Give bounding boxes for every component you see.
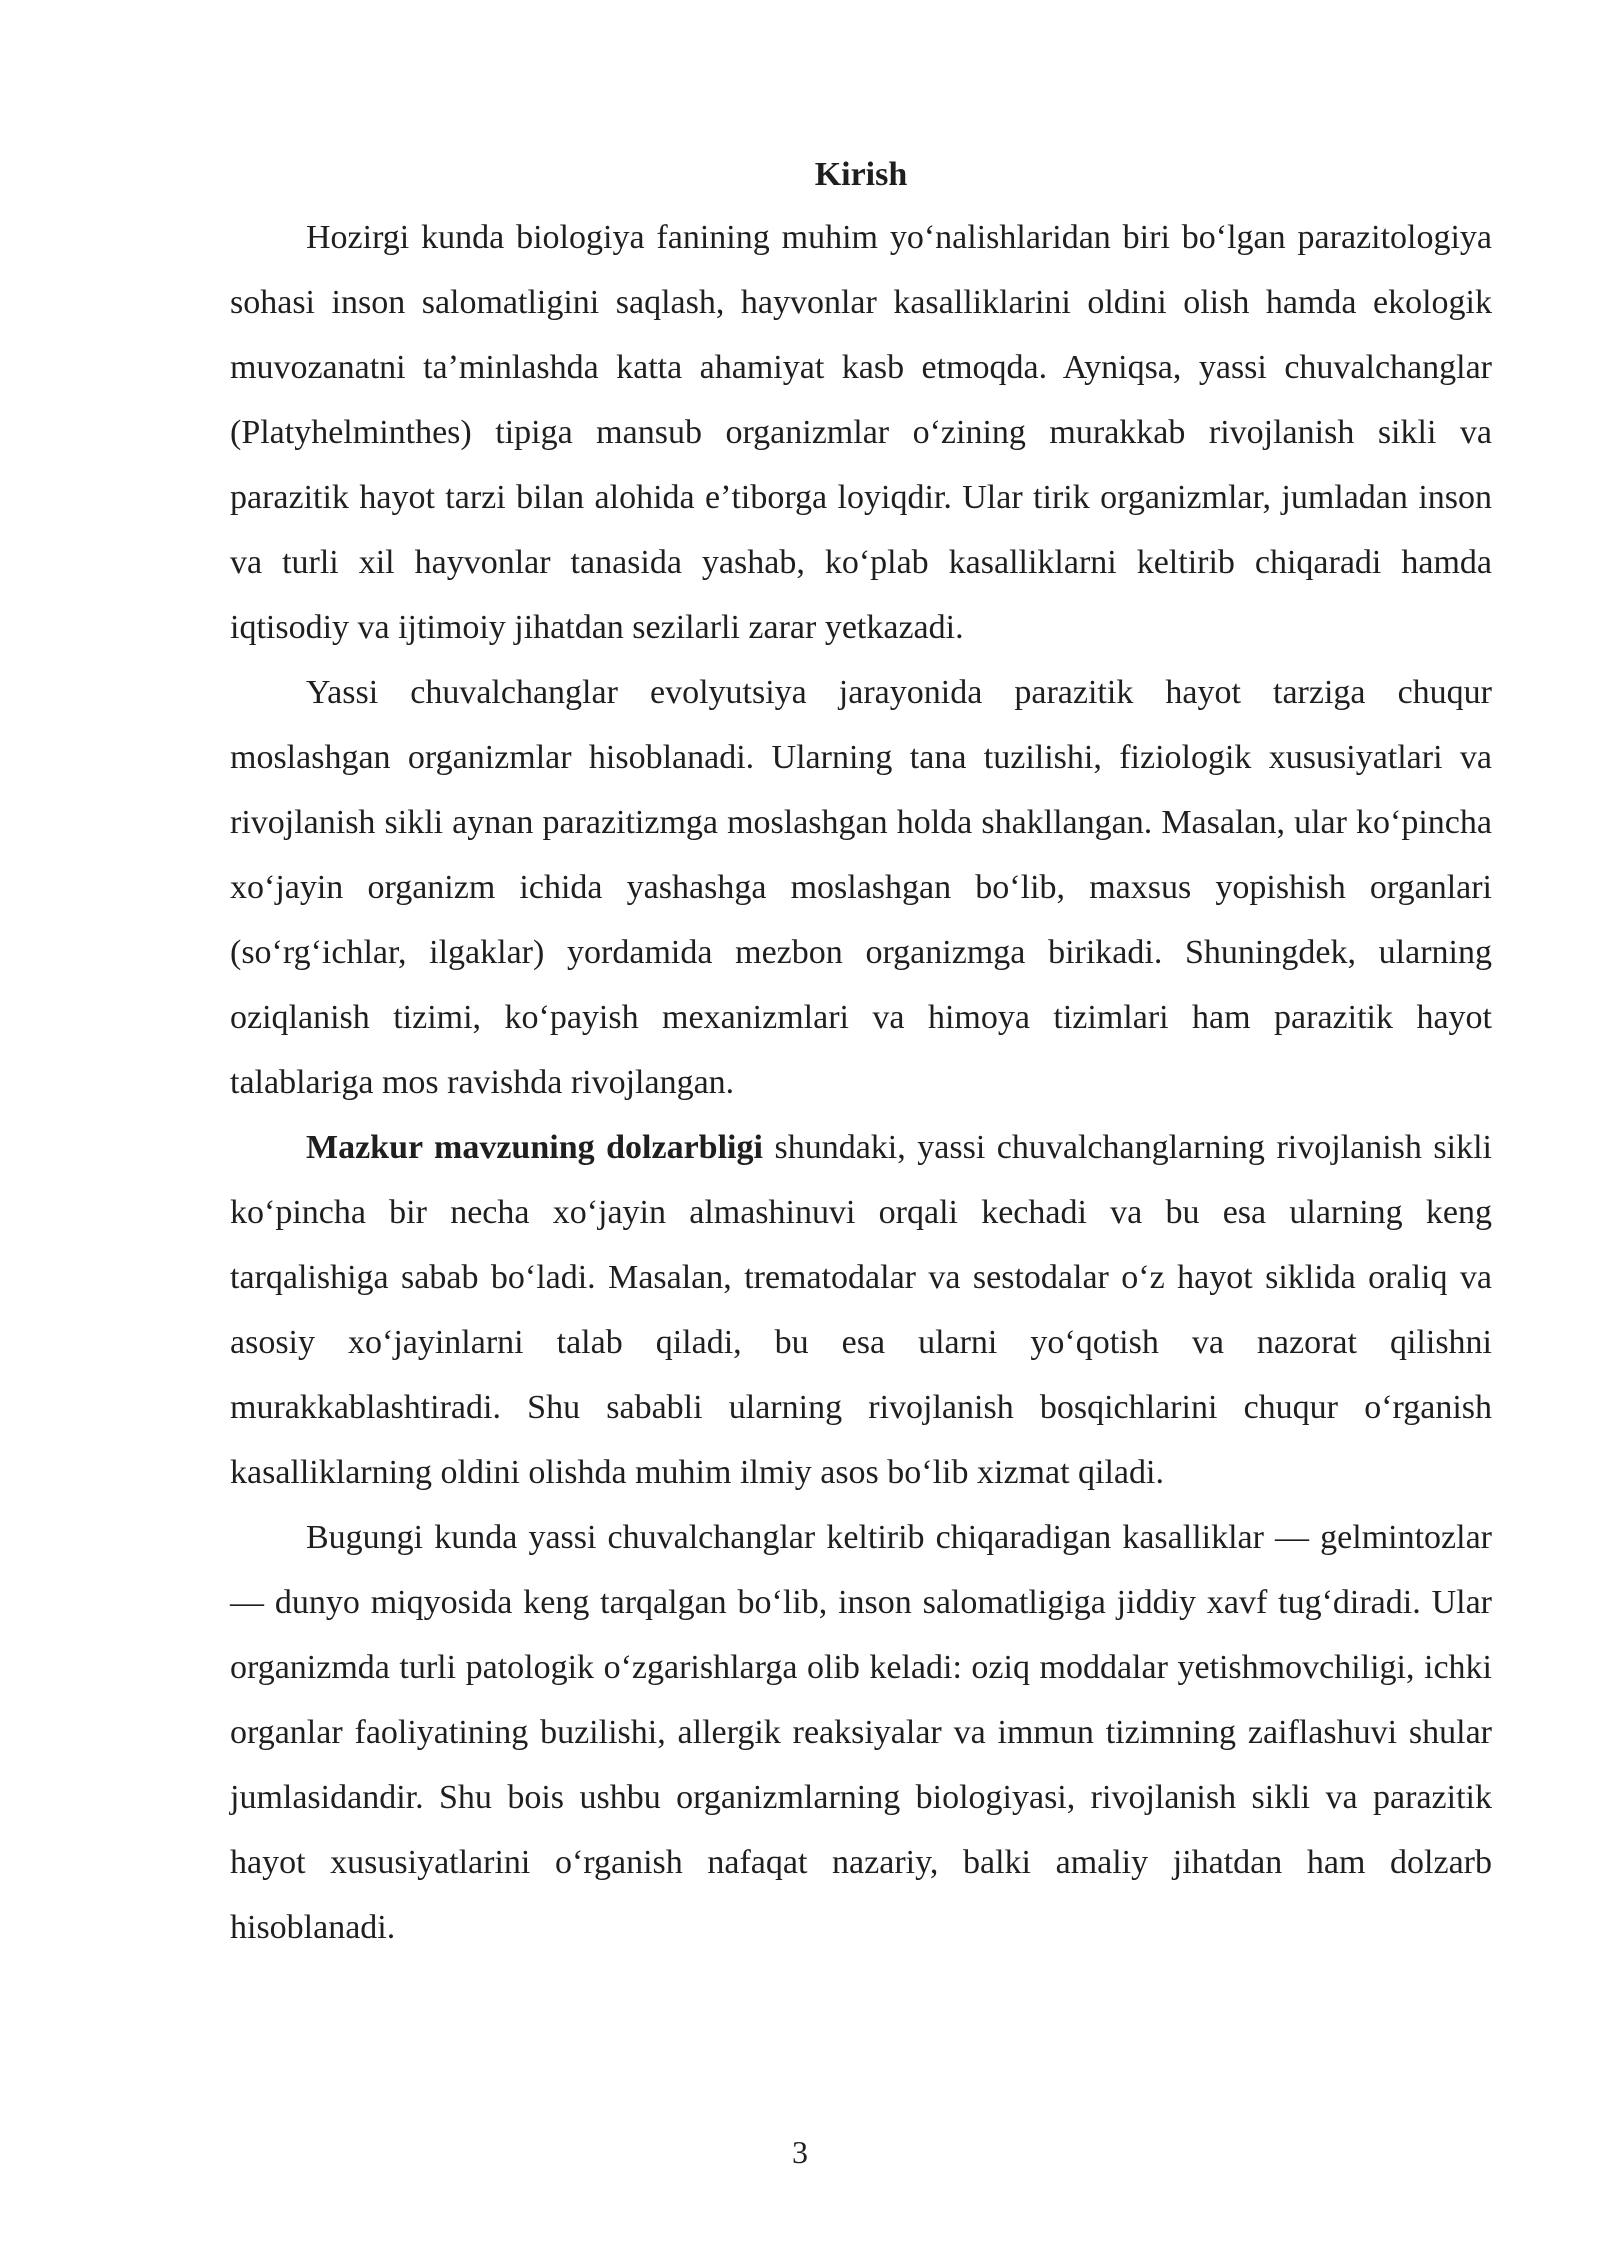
paragraph-text: Bugungi kunda yassi chuvalchanglar keltirib chiqaradigan kasalliklar — gelmintozlar — dunyo miqyosida keng tarqalgan boʻlib, inson salomatligiga jiddiy xavf tugʻdiradi. Ular organizmda turli patologik oʻzgarishlarga olib keladi: oziq moddalar yetishmovchiligi, ichki organlar faoliyatining buzilishi, allergik reaksiyalar va immun tizimning zaiflashuvi shular jumlasidandir. Shu bois ushbu organizmlarning biologiyasi, rivojlanish sikli va parazitik hayot xususiyatlarini oʻrganish nafaqat nazariy, balki amaliy jihatdan ham dolzarb hisoblanadi. bbox=[230, 1519, 1492, 1946]
paragraph-helminthiasis bbox=[230, 1505, 1492, 1960]
paragraph-intro bbox=[230, 205, 1492, 660]
paragraph-text: shundaki, yassi chuvalchanglarning rivojlanish sikli koʻpincha bir necha xoʻjayin almashinuvi orqali kechadi va bu esa ularning keng tarqalishiga sabab boʻladi. Masalan, trematodalar va sestodalar oʻz hayot siklida oraliq va asosiy xoʻjayinlarni talab qiladi, bu esa ularni yoʻqotish va nazorat qilishni murakkablashtiradi. Shu sababli ularning rivojlanish bosqichlarini chuqur oʻrganish kasalliklarning oldini olishda muhim ilmiy asos boʻlib xizmat qiladi. bbox=[230, 1129, 1492, 1491]
paragraph-adaptation bbox=[230, 660, 1492, 1115]
paragraph-relevance bbox=[230, 1115, 1492, 1505]
page-number: 3 bbox=[792, 2134, 808, 2170]
paragraph-text: Hozirgi kunda biologiya fanining muhim yoʻnalishlaridan biri boʻlgan parazitologiya sohasi inson salomatligini saqlash, hayvonlar kasalliklarini oldini olish hamda ekologik muvozanatni taʼminlashda katta ahamiyat kasb etmoqda. Ayniqsa, yassi chuvalchanglar (Platyhelminthes) tipiga mansub organizmlar oʻzining murakkab rivojlanish sikli va parazitik hayot tarzi bilan alohida eʼtiborga loyiqdir. Ular tirik organizmlar, jumladan inson va turli xil hayvonlar tanasida yashab, koʻplab kasalliklarni keltirib chiqaradi hamda iqtisodiy va ijtimoiy jihatdan sezilarli zarar yetkazadi. bbox=[230, 219, 1492, 646]
paragraph-text: Yassi chuvalchanglar evolyutsiya jarayonida parazitik hayot tarziga chuqur moslashgan organizmlar hisoblanadi. Ularning tana tuzilishi, fiziologik xususiyatlari va rivojlanish sikli aynan parazitizmga moslashgan holda shakllangan. Masalan, ular koʻpincha xoʻjayin organizm ichida yashashga moslashgan boʻlib, maxsus yopishish organlari (soʻrgʻichlar, ilgaklar) yordamida mezbon organizmga birikadi. Shuningdek, ularning oziqlanish tizimi, koʻpayish mexanizmlari va himoya tizimlari ham parazitik hayot talablariga mos ravishda rivojlangan. bbox=[230, 674, 1492, 1101]
document-page bbox=[230, 145, 1492, 1960]
section-title: Kirish bbox=[814, 156, 908, 193]
paragraph-lead-bold: Mazkur mavzuning dolzarbligi bbox=[306, 1129, 763, 1166]
